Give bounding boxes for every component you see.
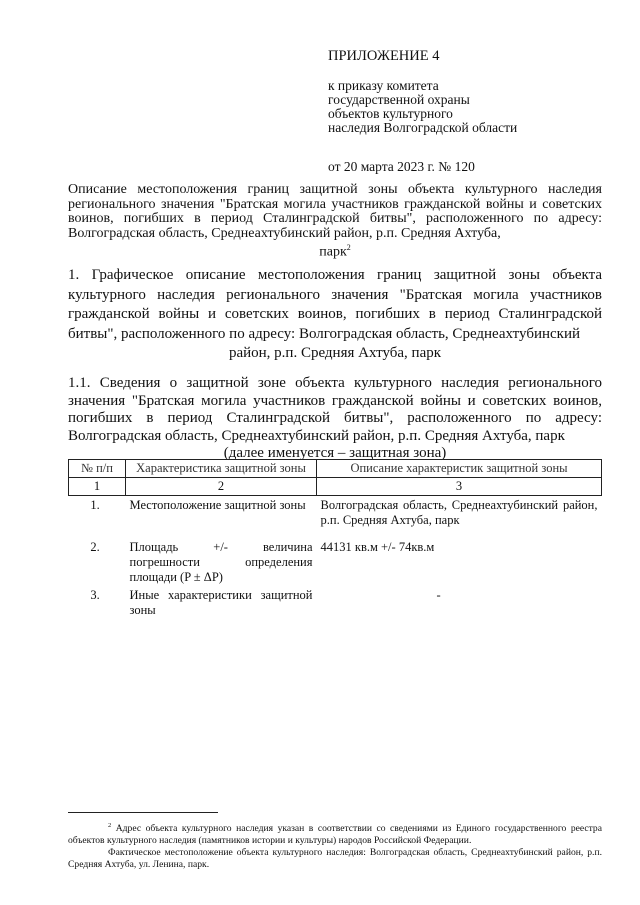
table-header-row bbox=[69, 460, 602, 478]
heading-last-line: парк$^2$ bbox=[319, 243, 351, 260]
footnote-mark: 2 bbox=[108, 822, 112, 829]
table-index-row bbox=[69, 478, 602, 496]
table-row bbox=[69, 539, 602, 587]
index-cell: 1 bbox=[69, 478, 126, 496]
section-1-text: 1. Графическое описание местоположения границ защитной зоны объекта культурного наследия регионального значения "Братская могила участников гражданской войны и советских воинов, погибших в период Сталинградской битвы", расположенного по адресу: Волгоградская область, Среднеахтубинский bbox=[68, 267, 602, 342]
row-characteristic: Иные характеристики защитной зоны bbox=[129, 588, 313, 617]
appendix-title: ПРИЛОЖЕНИЕ 4 bbox=[328, 48, 440, 64]
appendix-line: объектов культурного bbox=[328, 106, 453, 121]
heading-text: Описание местоположения границ защитной зоны объекта культурного наследия регионального значения "Братская могила участников гражданской войны и советских воинов, погибших в период Сталинградской битвы", расположенного по адресу: Волгоградская область, Среднеахтубинский район, р.п. Средняя Ахтуба, bbox=[68, 182, 602, 241]
appendix-order-reference bbox=[328, 79, 618, 135]
appendix-header bbox=[328, 48, 618, 175]
table-row bbox=[69, 587, 602, 619]
table-row bbox=[69, 496, 602, 540]
section-1-1-text: 1.1. Сведения о защитной зоне объекта культурного наследия регионального значения "Братская могила участников гражданской войны и советских воинов, погибших в период Сталинградской битвы", расположенного по адресу: Волгоградская область, Среднеахтубинский район, р.п. Средняя Ахтуба, парк bbox=[68, 375, 602, 444]
row-number: 3. bbox=[90, 588, 100, 602]
header-description: Описание характеристик защитной зоны bbox=[317, 460, 602, 478]
order-date-number: от 20 марта 2023 г. № 120 bbox=[328, 159, 475, 174]
row-number: 1. bbox=[90, 498, 100, 512]
row-description: 44131 кв.м +/- 74кв.м bbox=[320, 540, 435, 554]
section-1-1-last-line: (далее именуется – защитная зона) bbox=[223, 445, 447, 461]
footnotes bbox=[68, 820, 602, 871]
footnote-reference: 2 bbox=[346, 243, 351, 252]
appendix-line: к приказу комитета bbox=[328, 78, 439, 93]
index-cell: 2 bbox=[126, 478, 317, 496]
footnote-1: $^2$ Адрес объекта культурного наследия указан в соответствии со сведениями из Единого государственного реестра объектов культурного наследия (памятников истории и культуры) народов Российской Федерации. bbox=[68, 822, 602, 847]
document-heading bbox=[68, 183, 602, 260]
row-number: 2. bbox=[90, 540, 100, 554]
footnote-2: Фактическое местоположение объекта культурного наследия: Волгоградская область, Среднеахтубинский район, р.п. Средняя Ахтуба, ул. Ленина, парк. bbox=[68, 847, 602, 871]
row-characteristic: Площадь +/- величина погрешности определения площади (P ± ΔP) bbox=[129, 540, 313, 584]
index-cell: 3 bbox=[317, 478, 602, 496]
row-characteristic: Местоположение защитной зоны bbox=[129, 498, 306, 512]
row-description: Волгоградская область, Среднеахтубинский район, р.п. Средняя Ахтуба, парк bbox=[320, 498, 598, 527]
appendix-line: государственной охраны bbox=[328, 92, 470, 107]
footnote-separator bbox=[68, 812, 218, 813]
appendix-line: наследия Волгоградской области bbox=[328, 120, 518, 135]
header-number: № п/п bbox=[69, 460, 126, 478]
header-characteristic: Характеристика защитной зоны bbox=[126, 460, 317, 478]
row-description: - bbox=[436, 588, 441, 602]
section-1-paragraph bbox=[68, 266, 602, 364]
protection-zone-table bbox=[68, 459, 602, 619]
section-1-1-paragraph bbox=[68, 375, 602, 463]
section-1-last-line: район, р.п. Средняя Ахтуба, парк bbox=[228, 345, 442, 361]
